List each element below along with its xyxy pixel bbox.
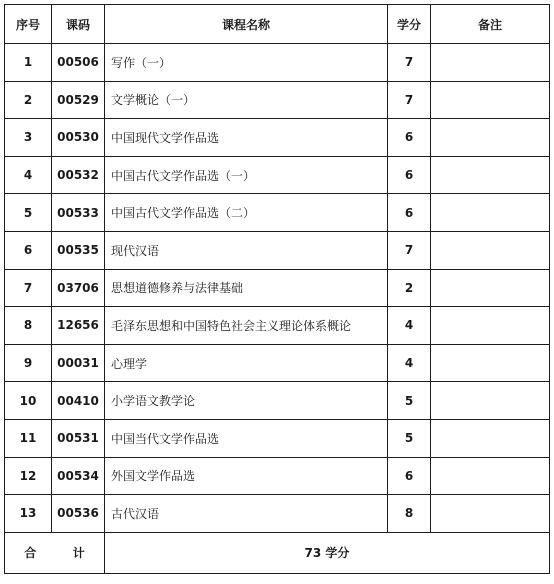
course-credit: 6 <box>388 156 431 194</box>
row-number: 11 <box>5 419 52 457</box>
course-name: 外国文学作品选 <box>105 457 388 495</box>
course-code: 00410 <box>52 382 105 420</box>
row-number: 10 <box>5 382 52 420</box>
row-number: 6 <box>5 231 52 269</box>
course-code: 12656 <box>52 307 105 345</box>
course-code: 00506 <box>52 44 105 82</box>
course-name: 中国古代文学作品选（一） <box>105 156 388 194</box>
course-code: 00531 <box>52 419 105 457</box>
course-note <box>431 269 550 307</box>
course-name: 思想道德修养与法律基础 <box>105 269 388 307</box>
course-name: 中国古代文学作品选（二） <box>105 194 388 232</box>
course-table <box>4 4 550 574</box>
row-number: 12 <box>5 457 52 495</box>
course-credit: 6 <box>388 194 431 232</box>
table-row <box>5 156 550 194</box>
course-credit: 6 <box>388 119 431 157</box>
course-note <box>431 382 550 420</box>
course-name: 中国当代文学作品选 <box>105 419 388 457</box>
table-row <box>5 231 550 269</box>
row-number: 1 <box>5 44 52 82</box>
header-row <box>5 5 550 44</box>
table-row <box>5 419 550 457</box>
total-label-part1: 合 <box>24 546 37 561</box>
row-number: 9 <box>5 344 52 382</box>
table-row <box>5 119 550 157</box>
course-name: 小学语文教学论 <box>105 382 388 420</box>
course-name: 古代汉语 <box>105 495 388 533</box>
course-note <box>431 156 550 194</box>
course-note <box>431 344 550 382</box>
table-row <box>5 81 550 119</box>
total-credits: 73 学分 <box>105 532 550 573</box>
table-row <box>5 495 550 533</box>
table-row <box>5 307 550 345</box>
course-code: 00533 <box>52 194 105 232</box>
total-row <box>5 532 550 573</box>
course-code: 00536 <box>52 495 105 533</box>
course-note <box>431 495 550 533</box>
course-name: 中国现代文学作品选 <box>105 119 388 157</box>
table-row <box>5 457 550 495</box>
course-code: 00529 <box>52 81 105 119</box>
course-note <box>431 419 550 457</box>
row-number: 4 <box>5 156 52 194</box>
course-credit: 6 <box>388 457 431 495</box>
course-name: 毛泽东思想和中国特色社会主义理论体系概论 <box>105 307 388 345</box>
total-label <box>5 532 105 573</box>
course-note <box>431 231 550 269</box>
table-row <box>5 269 550 307</box>
course-credit: 4 <box>388 307 431 345</box>
course-name: 心理学 <box>105 344 388 382</box>
total-label-part2: 计 <box>72 546 85 561</box>
course-note <box>431 44 550 82</box>
course-name: 写作（一） <box>105 44 388 82</box>
header-credit: 学分 <box>388 5 431 44</box>
course-code: 00031 <box>52 344 105 382</box>
course-code: 00530 <box>52 119 105 157</box>
row-number: 13 <box>5 495 52 533</box>
table-row <box>5 344 550 382</box>
course-note <box>431 457 550 495</box>
row-number: 5 <box>5 194 52 232</box>
header-note: 备注 <box>431 5 550 44</box>
course-note <box>431 119 550 157</box>
course-name: 文学概论（一） <box>105 81 388 119</box>
course-credit: 8 <box>388 495 431 533</box>
table-row <box>5 44 550 82</box>
row-number: 2 <box>5 81 52 119</box>
course-credit: 7 <box>388 81 431 119</box>
course-code: 00534 <box>52 457 105 495</box>
course-credit: 4 <box>388 344 431 382</box>
header-no: 序号 <box>5 5 52 44</box>
course-note <box>431 194 550 232</box>
course-note <box>431 81 550 119</box>
row-number: 7 <box>5 269 52 307</box>
table-row <box>5 194 550 232</box>
course-note <box>431 307 550 345</box>
header-code: 课码 <box>52 5 105 44</box>
row-number: 3 <box>5 119 52 157</box>
course-credit: 7 <box>388 231 431 269</box>
course-code: 03706 <box>52 269 105 307</box>
course-code: 00535 <box>52 231 105 269</box>
course-code: 00532 <box>52 156 105 194</box>
table-row <box>5 382 550 420</box>
course-credit: 7 <box>388 44 431 82</box>
course-credit: 5 <box>388 382 431 420</box>
course-name: 现代汉语 <box>105 231 388 269</box>
course-credit: 5 <box>388 419 431 457</box>
row-number: 8 <box>5 307 52 345</box>
course-credit: 2 <box>388 269 431 307</box>
header-name: 课程名称 <box>105 5 388 44</box>
